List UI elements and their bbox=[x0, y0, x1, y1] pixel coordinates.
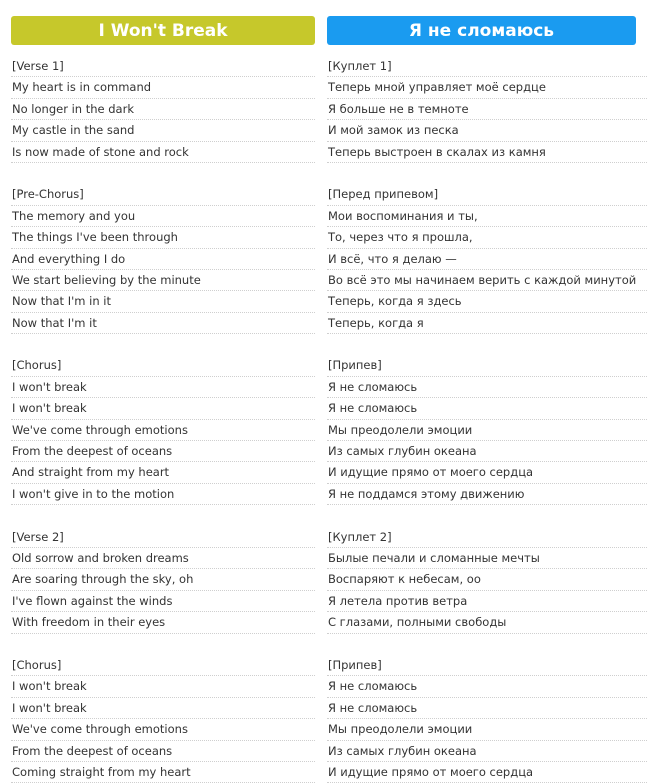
english-lyric-line: Is now made of stone and rock bbox=[11, 142, 315, 163]
english-lyric-line: Coming straight from my heart bbox=[11, 762, 315, 783]
russian-lyrics-lines bbox=[327, 56, 647, 783]
english-lyric-line: We start believing by the minute bbox=[11, 270, 315, 291]
english-lyric-line: And everything I do bbox=[11, 249, 315, 270]
russian-spacer bbox=[327, 334, 647, 355]
russian-lyric-line: Мы преодолели эмоции bbox=[327, 719, 647, 740]
russian-lyric-line: Былые печали и сломанные мечты bbox=[327, 548, 647, 569]
russian-lyric-line: Я не сломаюсь bbox=[327, 398, 647, 419]
russian-lyric-line: Я не сломаюсь bbox=[327, 676, 647, 697]
russian-lyric-line: И идущие прямо от моего сердца bbox=[327, 762, 647, 783]
english-lyric-line: The memory and you bbox=[11, 206, 315, 227]
english-lyric-line: Now that I'm in it bbox=[11, 291, 315, 312]
russian-lyric-line: Я летела против ветра bbox=[327, 591, 647, 612]
english-lyric-line: No longer in the dark bbox=[11, 99, 315, 120]
english-lyric-line: Are soaring through the sky, oh bbox=[11, 569, 315, 590]
english-section-label: [Chorus] bbox=[11, 355, 315, 376]
russian-lyric-line: С глазами, полными свободы bbox=[327, 612, 647, 633]
english-title-header: I Won't Break bbox=[11, 16, 315, 45]
english-spacer bbox=[11, 505, 315, 526]
russian-section-label: [Куплет 1] bbox=[327, 56, 647, 77]
english-lyric-line: Now that I'm it bbox=[11, 313, 315, 334]
english-section-label: [Verse 1] bbox=[11, 56, 315, 77]
russian-lyric-line: Теперь выстроен в скалах из камня bbox=[327, 142, 647, 163]
english-spacer bbox=[11, 334, 315, 355]
english-section-label: [Verse 2] bbox=[11, 527, 315, 548]
russian-lyric-line: И идущие прямо от моего сердца bbox=[327, 462, 647, 483]
russian-lyric-line: Из самых глубин океана bbox=[327, 441, 647, 462]
russian-lyric-line: Мои воспоминания и ты, bbox=[327, 206, 647, 227]
english-lyric-line: I won't break bbox=[11, 676, 315, 697]
english-lyric-line: My heart is in command bbox=[11, 77, 315, 98]
english-lyric-line: Old sorrow and broken dreams bbox=[11, 548, 315, 569]
russian-lyric-line: И мой замок из песка bbox=[327, 120, 647, 141]
russian-spacer bbox=[327, 634, 647, 655]
russian-lyric-line: Теперь, когда я bbox=[327, 313, 647, 334]
english-lyric-line: My castle in the sand bbox=[11, 120, 315, 141]
russian-lyric-line: Воспаряют к небесам, оо bbox=[327, 569, 647, 590]
russian-lyric-line: Я не сломаюсь bbox=[327, 377, 647, 398]
english-lyric-line: I won't break bbox=[11, 377, 315, 398]
english-section-label: [Chorus] bbox=[11, 655, 315, 676]
english-lyric-line: I've flown against the winds bbox=[11, 591, 315, 612]
english-section-label: [Pre-Chorus] bbox=[11, 184, 315, 205]
russian-spacer bbox=[327, 505, 647, 526]
english-lyric-line: From the deepest of oceans bbox=[11, 741, 315, 762]
russian-lyric-line: Теперь, когда я здесь bbox=[327, 291, 647, 312]
russian-section-label: [Перед припевом] bbox=[327, 184, 647, 205]
english-lyrics-lines bbox=[11, 56, 315, 783]
english-lyric-line: We've come through emotions bbox=[11, 719, 315, 740]
russian-lyric-line: Я не поддамся этому движению bbox=[327, 484, 647, 505]
russian-spacer bbox=[327, 163, 647, 184]
russian-lyric-line: Из самых глубин океана bbox=[327, 741, 647, 762]
russian-section-label: [Припев] bbox=[327, 655, 647, 676]
english-lyric-line: And straight from my heart bbox=[11, 462, 315, 483]
russian-lyric-line: Я не сломаюсь bbox=[327, 698, 647, 719]
russian-section-label: [Припев] bbox=[327, 355, 647, 376]
english-lyric-line: I won't break bbox=[11, 698, 315, 719]
english-spacer bbox=[11, 163, 315, 184]
russian-lyric-line: И всё, что я делаю — bbox=[327, 249, 647, 270]
english-lyric-line: With freedom in their eyes bbox=[11, 612, 315, 633]
russian-lyric-line: Теперь мной управляет моё сердце bbox=[327, 77, 647, 98]
english-spacer bbox=[11, 634, 315, 655]
english-lyric-line: I won't give in to the motion bbox=[11, 484, 315, 505]
russian-lyric-line: То, через что я прошла, bbox=[327, 227, 647, 248]
russian-lyric-line: Мы преодолели эмоции bbox=[327, 420, 647, 441]
russian-lyric-line: Во всё это мы начинаем верить с каждой минутой bbox=[327, 270, 647, 291]
russian-section-label: [Куплет 2] bbox=[327, 527, 647, 548]
russian-title-header: Я не сломаюсь bbox=[327, 16, 636, 45]
russian-lyric-line: Я больше не в темноте bbox=[327, 99, 647, 120]
english-lyric-line: From the deepest of oceans bbox=[11, 441, 315, 462]
english-lyric-line: We've come through emotions bbox=[11, 420, 315, 441]
english-lyric-line: I won't break bbox=[11, 398, 315, 419]
english-lyric-line: The things I've been through bbox=[11, 227, 315, 248]
